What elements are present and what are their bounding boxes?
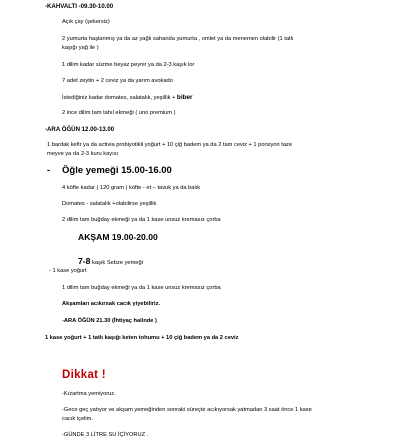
kahvalti-item-bread: 2 ince dilim tam tahıl ekmeği ( uno premium ) <box>62 110 176 116</box>
aksam-sebze <box>78 251 143 269</box>
kahvalti-item-eggs: 2 yumurta haşlanmış ya da az yağlı sahanda yumurta , omlet ya da menemen olabilir (1 tatlı <box>62 36 294 42</box>
aksam-yogurt-text: 1 kase yoğurt <box>52 268 87 274</box>
dikkat-item-night-cont: cacık içelim. <box>62 416 93 422</box>
ara-ogun-1-line1: 1 bardak kefir ya da activia probiyotikli yoğurt + 10 çiğ badem ya da 2 tam ceviz + 1 porsiyon taze <box>47 142 293 148</box>
ogle-title: Öğle yemeği 15.00-16.00 <box>62 165 172 176</box>
kahvalti-item-cheese: 1 dilim kadar süzme beyaz peynir ya da 2-3 kaşık lor <box>62 62 195 68</box>
kahvalti-title: -KAHVALTI -09.30-10.00 <box>45 3 114 10</box>
dikkat-item-water: -GÜNDE 3 LİTRE SU İÇİYORUZ . <box>62 432 149 438</box>
kahvalti-item-tea: Açık çay (şekersiz) <box>62 19 110 25</box>
ara-ogun-1-line2: meyve ya da 2-3 kuru kayısı <box>47 151 119 157</box>
dikkat-item-night: -Gece geç yatıyor ve akşam yemeğinden sonraki süreçte acıkıyorsak yatmadan 3 saat önce 1 kase <box>62 407 312 413</box>
ogle-item-salad: Domates - salatalık +olabilirse yeşillik <box>62 201 157 207</box>
dikkat-item-fried: -Kızartma yemiyoruz. <box>62 391 116 397</box>
aksam-sebze-text: kaşık Sebze yemeği <box>90 260 143 266</box>
kahvalti-vegetables-biber: biber <box>176 94 193 101</box>
ogle-item-bread: 2 dilim tam buğday ekmeği ya da 1 kase unsuz kremasız çorba <box>62 217 221 223</box>
ogle-dash: - <box>47 165 51 176</box>
ogle-item-meat: 4 köfte kadar ( 120 gram ) köfte - et – tavuk ya da balık <box>62 185 201 191</box>
kahvalti-vegetables-text: İstediğiniz kadar domates, salatalık, yeşillik + <box>62 95 177 101</box>
kahvalti-item-eggs-cont: kaşığı yağ ile ) <box>62 45 99 51</box>
aksam-cacik: Akşamları acıkırsak cacık yiyebiliriz. <box>62 301 161 307</box>
aksam-yogurt <box>49 268 87 275</box>
ara-ogun-1-title: -ARA ÖĞÜN 12.00-13.00 <box>45 126 115 133</box>
kahvalti-item-olives: 7 adet zeytin + 2 ceviz ya da yarım avokado <box>62 78 173 84</box>
dikkat-title: Dikkat ! <box>62 369 106 381</box>
aksam-title: AKŞAM 19.00-20.00 <box>78 232 158 242</box>
aksam-bread: 1 dilim tam buğday ekmeği ya da 1 kase unsuz kremasız çorba <box>62 285 221 291</box>
ara-ogun-2-line: 1 kase yoğurt + 1 tatlı kaşığı keten tohumu + 10 çiğ badem ya da 2 ceviz <box>45 335 239 341</box>
aksam-sebze-count: 7-8 <box>78 256 91 266</box>
aksam-yogurt-dash: - <box>49 268 53 274</box>
kahvalti-item-vegetables <box>62 94 193 102</box>
ara-ogun-2-title: -ARA ÖĞÜN 21.30 (İhtiyaç halinde ) <box>62 318 157 324</box>
